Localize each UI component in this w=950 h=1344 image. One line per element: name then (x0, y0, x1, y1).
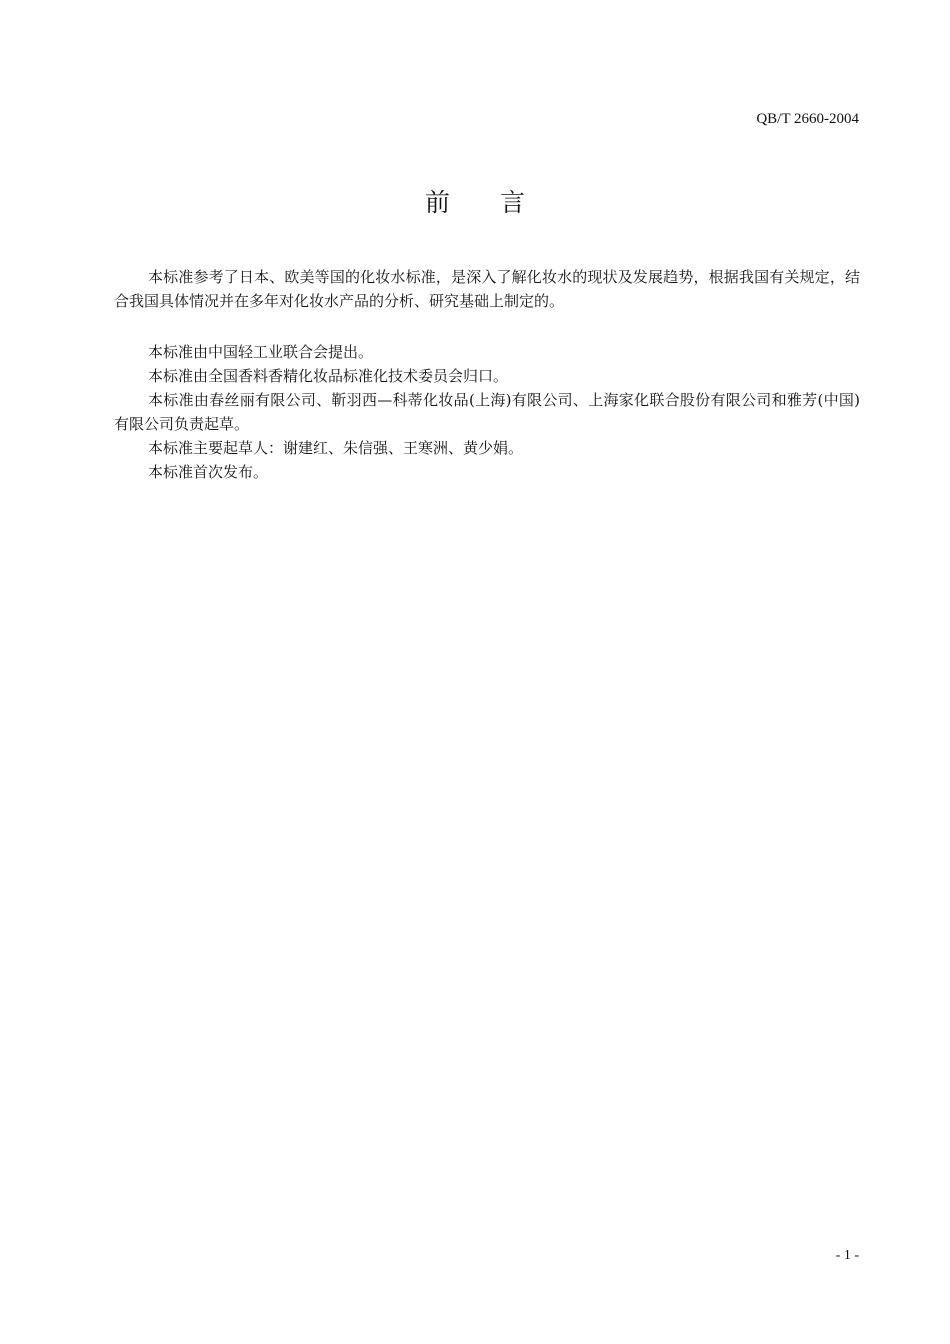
standard-number: QB/T 2660-2004 (756, 111, 859, 127)
page-number: - 1 - (835, 1248, 859, 1263)
paragraph-proposer: 本标准由中国轻工业联合会提出。 (148, 343, 374, 361)
paragraph-drafting-units: 本标准由春丝丽有限公司、靳羽西—科蒂化妆品(上海)有限公司、上海家化联合股份有限公司和雅芳(中国)有限公司负责起草。 (114, 391, 860, 433)
credits-block (114, 340, 860, 484)
intro-block (114, 265, 860, 313)
paragraph-drafters: 本标准主要起草人：谢建红、朱信强、王寒洲、黄少娟。 (148, 439, 524, 457)
title-char-1: 前 (424, 188, 450, 217)
paragraph-reference: 本标准参考了日本、欧美等国的化妆水标准，是深入了解化妆水的现状及发展趋势，根据我国有关规定，结合我国具体情况并在多年对化妆水产品的分析、研究基础上制定的。 (114, 268, 860, 310)
paragraph-first-release: 本标准首次发布。 (148, 463, 269, 481)
page-title (0, 186, 950, 220)
title-char-2: 言 (500, 188, 526, 217)
paragraph-administrator: 本标准由全国香料香精化妆品标准化技术委员会归口。 (148, 367, 509, 385)
